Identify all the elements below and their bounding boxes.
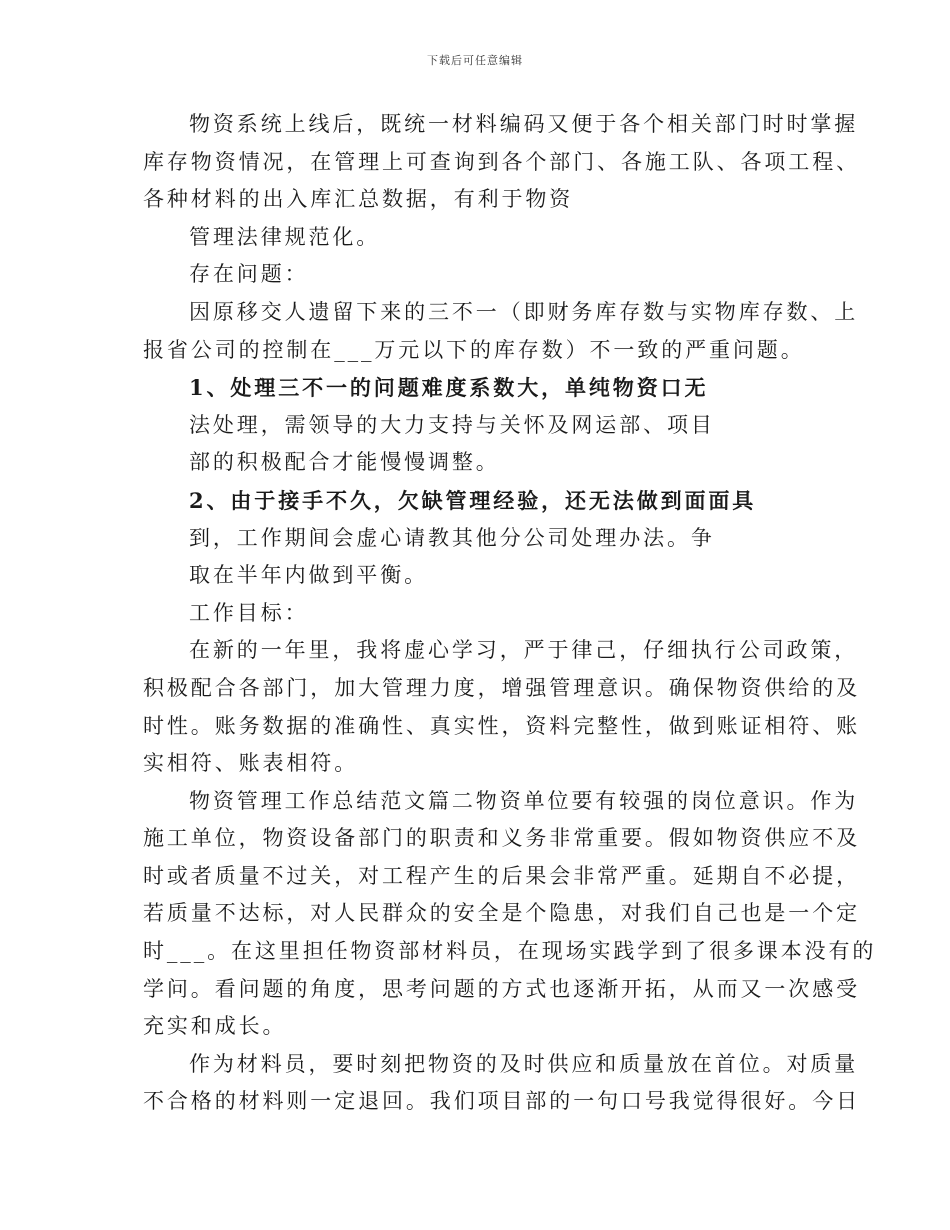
paragraph-line: 学问。看问题的角度，思考问题的方式也逐渐开拓，从而又一次感受 [143, 976, 860, 1001]
paragraph-line: 时性。账务数据的准确性、真实性，资料完整性，做到账证相符、账 [143, 713, 860, 738]
paragraph-line: 法处理，需领导的大力支持与关怀及网运部、项目 [189, 412, 715, 437]
paragraph-line: 积极配合各部门，加大管理力度，增强管理意识。确保物资供给的及 [143, 675, 860, 700]
paragraph-line: 在新的一年里，我将虚心学习，严于律己，仔细执行公司政策， [189, 638, 859, 663]
paragraph-line: 管理法律规范化。 [189, 224, 381, 249]
paragraph-line: 物资管理工作总结范文篇二物资单位要有较强的岗位意识。作为 [189, 788, 859, 813]
paragraph-line: 报省公司的控制在___万元以下的库存数）不一致的严重问题。 [143, 337, 805, 362]
paragraph-line: 作为材料员，要时刻把物资的及时供应和质量放在首位。对质量 [189, 1051, 859, 1076]
paragraph-line: 因原移交人遗留下来的三不一（即财务库存数与实物库存数、上 [189, 299, 859, 324]
paragraph-line: 物资系统上线后，既统一材料编码又便于各个相关部门时时掌握 [189, 112, 859, 136]
paragraph-line: 到，工作期间会虚心请教其他分公司处理办法。争 [189, 525, 715, 550]
paragraph-line: 若质量不达标，对人民群众的安全是个隐患，对我们自己也是一个定 [143, 901, 860, 926]
paragraph-line: 时或者质量不过关，对工程产生的后果会非常严重。延期自不必提， [143, 863, 860, 888]
paragraph-line: 取在半年内做到平衡。 [189, 563, 428, 588]
paragraph-line: 充实和成长。 [143, 1014, 287, 1039]
paragraph-line: 库存物资情况，在管理上可查询到各个部门、各施工队、各项工程、 [143, 149, 860, 174]
document-body [143, 106, 877, 1121]
paragraph-line: 施工单位，物资设备部门的职责和义务非常重要。假如物资供应不及 [143, 826, 860, 851]
section-label-goals: 工作目标： [189, 600, 309, 625]
paragraph-line: 时___。在这里担任物资部材料员，在现场实践学到了很多课本没有的 [143, 939, 877, 964]
problem-heading-2: 2、由于接手不久，欠缺管理经验，还无法做到面面具 [189, 487, 757, 513]
problem-heading-1: 1、处理三不一的问题难度系数大，单纯物资口无 [189, 375, 709, 401]
paragraph-line: 各种材料的出入库汇总数据，有利于物资 [143, 187, 574, 212]
section-label-problems: 存在问题： [189, 262, 309, 287]
paragraph-line: 实相符、账表相符。 [143, 751, 359, 776]
page-header: 下载后可任意编辑 [427, 54, 523, 67]
paragraph-line: 不合格的材料则一定退回。我们项目部的一句口号我觉得很好。今日 [143, 1089, 860, 1114]
paragraph-line: 部的积极配合才能慢慢调整。 [189, 450, 500, 475]
